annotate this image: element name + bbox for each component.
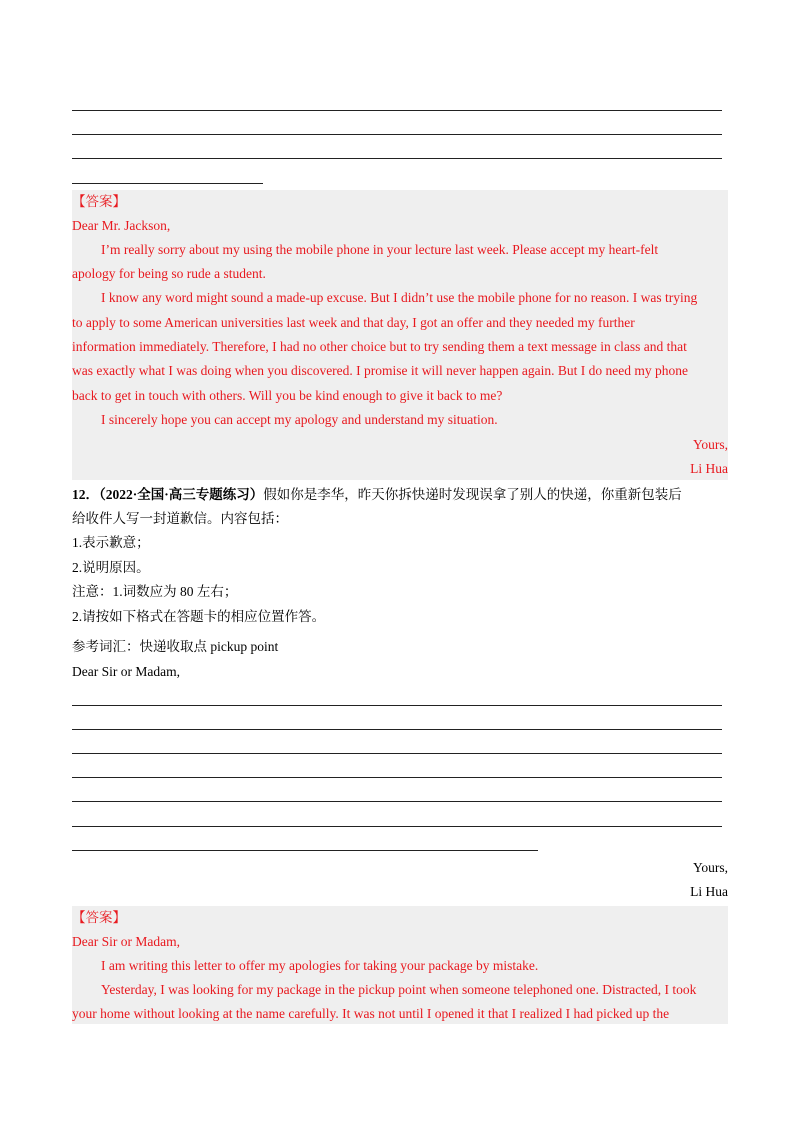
answer-greeting: Dear Mr. Jackson, <box>72 218 171 233</box>
letter-greeting: Dear Sir or Madam, <box>72 664 180 679</box>
answer-greeting: Dear Sir or Madam, <box>72 934 180 949</box>
answer-line: apology for being so rude a student. <box>72 266 266 281</box>
writing-line <box>72 158 722 159</box>
answer-line: I am writing this letter to offer my apologies for taking your package by mistake. <box>101 958 539 973</box>
answer-line: I sincerely hope you can accept my apology and understand my situation. <box>101 412 498 427</box>
question-source: （2022·全国·高三专题练习） <box>99 487 264 502</box>
answer-line: information immediately. Therefore, I had no other choice but to try sending them a text message in class and that <box>72 339 687 354</box>
question-note: 注意：1.词数应为 80 左右； <box>72 584 238 599</box>
question-point: 2.说明原因。 <box>72 560 150 575</box>
question-prompt-cont: 给收件人写一封道歉信。内容包括： <box>72 511 288 526</box>
answer-label: 【答案】 <box>72 194 126 209</box>
writing-line <box>72 801 722 802</box>
answer-signature: Li Hua <box>690 461 728 476</box>
answer-label: 【答案】 <box>72 910 126 925</box>
question-header <box>72 483 682 507</box>
answer-block-1 <box>72 190 728 480</box>
letter-closing: Yours, <box>692 860 728 875</box>
writing-line <box>72 110 722 111</box>
writing-line <box>72 729 722 730</box>
answer-line: was exactly what I was doing when you discovered. I promise it will never happen again. But I do need my phone <box>72 363 688 378</box>
question-vocab: 参考词汇：快递收取点 pickup point <box>72 639 279 654</box>
answer-line: your home without looking at the name carefully. It was not until I opened it that I realized I had picked up the <box>72 1006 670 1021</box>
question-note: 2.请按如下格式在答题卡的相应位置作答。 <box>72 609 326 624</box>
answer-line: to apply to some American universities last week and that day, I got an offer and they needed my further <box>72 315 635 330</box>
letter-signature: Li Hua <box>690 884 728 899</box>
writing-line <box>72 826 722 827</box>
answer-line: I’m really sorry about my using the mobile phone in your lecture last week. Please accept my heart-felt <box>101 242 659 257</box>
question-prompt: 假如你是李华，昨天你拆快递时发现误拿了别人的快递，你重新包装后 <box>263 487 682 502</box>
answer-line: I know any word might sound a made-up excuse. But I didn’t use the mobile phone for no reason. I was trying <box>101 290 698 305</box>
answer-closing: Yours, <box>692 437 728 452</box>
writing-line <box>72 183 263 184</box>
writing-line <box>72 134 722 135</box>
writing-line <box>72 850 538 851</box>
question-number: 12． <box>72 487 99 502</box>
writing-line <box>72 705 722 706</box>
writing-line <box>72 777 722 778</box>
answer-line: back to get in touch with others. Will you be kind enough to give it back to me? <box>72 388 503 403</box>
answer-line: Yesterday, I was looking for my package in the pickup point when someone telephoned one. Distracted, I took <box>101 982 697 997</box>
answer-block-2 <box>72 906 728 1024</box>
question-point: 1.表示歉意； <box>72 535 150 550</box>
writing-line <box>72 753 722 754</box>
